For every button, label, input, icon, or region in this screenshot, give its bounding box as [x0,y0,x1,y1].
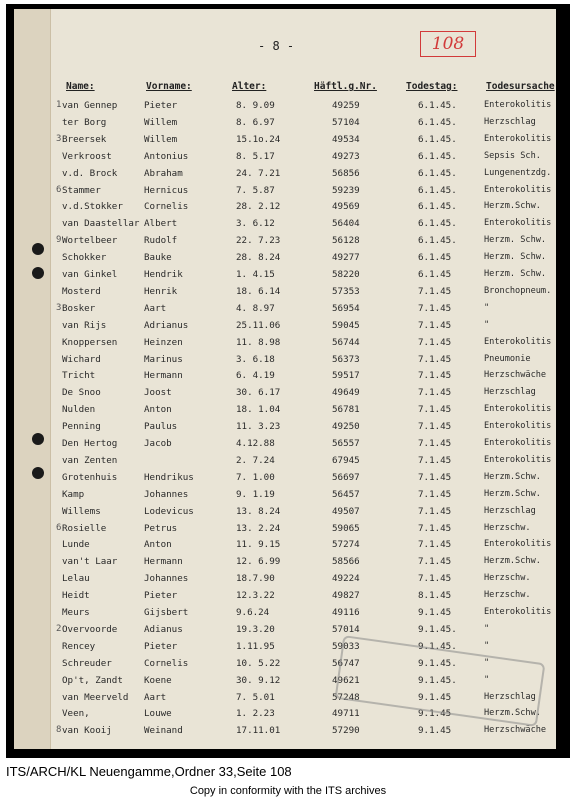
prisoner-number-cell: 57274 [332,539,360,551]
name-cell: Bosker [62,302,96,314]
birthdate-cell: 10. 5.22 [236,657,281,669]
table-row [14,570,556,587]
vorname-cell: Adrianus [144,319,189,331]
cause-of-death-cell: Herzm. Schw. [484,252,547,263]
cause-of-death-cell: " [484,640,490,651]
table-row [14,503,556,520]
cause-of-death-cell: Herzm. Schw. [484,235,547,246]
birthdate-cell: 30. 6.17 [236,387,281,399]
death-date-cell: 9.1.45. [418,640,457,652]
table-row [14,621,556,638]
birthdate-cell: 7. 5.87 [236,184,275,196]
birthdate-cell: 13. 2.24 [236,522,281,534]
table-row [14,401,556,418]
prisoner-number-cell: 59065 [332,522,360,534]
row-mark: 2 [56,623,62,634]
header-haeftling-nr: Häftl.g.Nr. [314,81,377,92]
name-cell: Overvoorde [62,623,118,635]
vorname-cell: Hermann [144,370,183,382]
birthdate-cell: 22. 7.23 [236,235,281,247]
name-cell: van Kooij [62,725,112,737]
prisoner-number-cell: 57353 [332,285,360,297]
header-todestag: Todestag: [406,81,458,92]
table-row [14,232,556,249]
vorname-cell: Pieter [144,640,178,652]
vorname-cell: Willem [144,133,178,145]
name-cell: van Zenten [62,454,118,466]
birthdate-cell: 28. 2.12 [236,201,281,213]
name-cell: Rosielle [62,522,107,534]
row-mark: 9 [56,235,62,246]
death-date-cell: 9.1.45. [418,657,457,669]
birthdate-cell: 13. 8.24 [236,505,281,517]
vorname-cell: Willem [144,116,178,128]
name-cell: van Daastellar [62,218,140,230]
source-caption: ITS/ARCH/KL Neuengamme,Ordner 33,Seite 108 [6,764,292,779]
name-cell: Meurs [62,607,90,618]
death-date-cell: 7.1.45 [418,522,452,534]
header-todesursache: Todesursache [486,81,555,92]
prisoner-number-cell: 49259 [332,100,360,111]
copy-note: Copy in conformity with the ITS archives [189,785,387,797]
cause-of-death-cell: Enterokolitis [484,133,552,144]
table-row [14,604,556,621]
death-date-cell: 7.1.45 [418,302,452,314]
table-row [14,114,556,131]
birthdate-cell: 12.3.22 [236,590,275,602]
birthdate-cell: 8. 9.09 [236,100,275,111]
row-mark: 6 [56,522,62,533]
prisoner-number-cell: 49277 [332,252,360,264]
cause-of-death-cell: Lungenentzdg. [484,167,552,178]
prisoner-number-cell: 56856 [332,167,360,179]
death-date-cell: 6.1.45. [418,218,457,230]
prisoner-number-cell: 49250 [332,421,360,433]
prisoner-number-cell: 67945 [332,454,360,466]
death-date-cell: 6.1.45. [418,235,457,247]
prisoner-number-cell: 59033 [332,640,360,652]
cause-of-death-cell: " [484,319,490,330]
name-cell: Den Hertog [62,438,118,449]
death-date-cell: 7.1.45 [418,454,452,466]
name-cell: Penning [62,421,101,433]
row-mark: 8 [56,725,62,736]
vorname-cell: Aart [144,302,167,314]
death-date-cell: 9.1.45 [418,607,452,618]
death-date-cell: 7.1.45 [418,505,452,517]
prisoner-number-cell: 49711 [332,708,360,720]
prisoner-number-cell: 56697 [332,471,360,483]
birthdate-cell: 8. 6.97 [236,116,275,128]
death-date-cell: 9.1.45. [418,674,457,686]
name-cell: Lelau [62,573,90,585]
death-date-cell: 6.1.45. [418,133,457,145]
cause-of-death-cell: Enterokolitis [484,421,552,432]
death-date-cell: 7.1.45 [418,573,452,585]
vorname-cell: Heinzen [144,336,183,348]
cause-of-death-cell: Enterokolitis [484,100,552,110]
cause-of-death-cell: Herzschlag [484,691,536,702]
birthdate-cell: 11. 3.23 [236,421,281,433]
prisoner-number-cell: 49649 [332,387,360,399]
table-row [14,317,556,334]
prisoner-number-cell: 56557 [332,438,360,449]
name-cell: Rencey [62,640,96,652]
cause-of-death-cell: Enterokolitis [484,404,552,415]
name-cell: Wichard [62,353,101,365]
prisoner-number-cell: 49621 [332,674,360,686]
birthdate-cell: 28. 8.24 [236,252,281,264]
death-date-cell: 7.1.45 [418,336,452,348]
death-date-cell: 7.1.45 [418,556,452,568]
row-mark: 3 [56,302,62,313]
name-cell: Schokker [62,252,107,264]
cause-of-death-cell: Herzm.Schw. [484,471,541,482]
name-cell: van Rijs [62,319,107,331]
row-mark: 1 [56,100,62,110]
cause-of-death-cell: " [484,657,490,668]
birthdate-cell: 9. 1.19 [236,488,275,500]
death-date-cell: 9.1.45 [418,725,452,737]
name-cell: Grotenhuis [62,471,118,483]
vorname-cell: Abraham [144,167,183,179]
birthdate-cell: 2. 7.24 [236,454,275,466]
birthdate-cell: 1. 4.15 [236,269,275,280]
table-row [14,587,556,604]
vorname-cell: Weinand [144,725,183,737]
birthdate-cell: 4. 8.97 [236,302,275,314]
cause-of-death-cell: Herzschlag [484,116,536,127]
page-label: - 8 - [258,39,295,53]
table-row [14,722,556,739]
birthdate-cell: 24. 7.21 [236,167,281,179]
cause-of-death-cell: " [484,302,490,313]
table-row [14,520,556,537]
prisoner-number-cell: 56747 [332,657,360,669]
table-row [14,131,556,148]
vorname-cell: Albert [144,218,178,230]
death-date-cell: 6.1.45 [418,269,452,280]
vorname-cell: Aart [144,691,167,703]
death-date-cell: 7.1.45 [418,353,452,365]
name-cell: Op't, Zandt [62,674,123,686]
prisoner-number-cell: 56128 [332,235,360,247]
name-cell: Stammer [62,184,101,196]
death-date-cell: 7.1.45 [418,421,452,433]
table-row [14,198,556,215]
prisoner-number-cell: 56954 [332,302,360,314]
document-page [14,9,556,749]
table-row [14,486,556,503]
vorname-cell: Cornelis [144,201,189,213]
birthdate-cell: 9.6.24 [236,607,270,618]
death-date-cell: 7.1.45 [418,319,452,331]
cause-of-death-cell: Pneumonie [484,353,531,364]
cause-of-death-cell: Sepsis Sch. [484,150,541,161]
birthdate-cell: 18.7.90 [236,573,275,585]
prisoner-number-cell: 57104 [332,116,360,128]
table-row [14,384,556,401]
vorname-cell: Lodevicus [144,505,194,517]
name-cell: Wortelbeer [62,235,118,247]
name-cell: Breersek [62,133,107,145]
death-date-cell: 7.1.45 [418,387,452,399]
name-cell: van Meerveld [62,691,129,703]
name-cell: Heidt [62,590,90,602]
table-row [14,334,556,351]
death-date-cell: 7.1.45 [418,370,452,382]
vorname-cell: Adianus [144,623,183,635]
birthdate-cell: 4.12.88 [236,438,275,449]
cause-of-death-cell: Herzm. Schw. [484,269,547,279]
page-number-stamp: 108 [420,31,476,57]
vorname-cell: Henrik [144,285,178,297]
name-cell: Schreuder [62,657,112,669]
prisoner-number-cell: 49507 [332,505,360,517]
cause-of-death-cell: Herzschwäche [484,370,547,381]
death-date-cell: 6.1.45. [418,100,457,111]
death-date-cell: 6.1.45. [418,116,457,128]
table-row [14,165,556,182]
name-cell: v.d. Brock [62,167,118,179]
vorname-cell: Antonius [144,150,189,162]
prisoner-number-cell: 49273 [332,150,360,162]
cause-of-death-cell: Enterokolitis [484,218,552,229]
death-date-cell: 6.1.45. [418,167,457,179]
vorname-cell: Pieter [144,590,178,602]
birthdate-cell: 1. 2.23 [236,708,275,720]
prisoner-number-cell: 49534 [332,133,360,145]
death-date-cell: 8.1.45 [418,590,452,602]
birthdate-cell: 6. 4.19 [236,370,275,382]
cause-of-death-cell: Herzschlag [484,387,536,398]
vorname-cell: Hernicus [144,184,189,196]
table-row [14,553,556,570]
table-row [14,249,556,266]
birthdate-cell: 12. 6.99 [236,556,281,568]
vorname-cell: Hermann [144,556,183,568]
prisoner-number-cell: 59517 [332,370,360,382]
name-cell: van Ginkel [62,269,118,280]
death-date-cell: 9.1.45 [418,708,452,720]
cause-of-death-cell: Herzm.Schw. [484,488,541,499]
vorname-cell: Gijsbert [144,607,189,618]
table-row [14,182,556,199]
prisoner-number-cell: 56404 [332,218,360,230]
death-date-cell: 7.1.45 [418,539,452,551]
birthdate-cell: 7. 5.01 [236,691,275,703]
vorname-cell: Marinus [144,353,183,365]
vorname-cell: Johannes [144,573,189,585]
vorname-cell: Johannes [144,488,189,500]
row-mark: 6 [56,184,62,195]
table-row [14,469,556,486]
prisoner-number-cell: 57014 [332,623,360,635]
vorname-cell: Koene [144,674,172,686]
prisoner-number-cell: 49224 [332,573,360,585]
vorname-cell: Hendrikus [144,471,194,483]
cause-of-death-cell: Enterokolitis [484,454,552,465]
prisoner-number-cell: 56744 [332,336,360,348]
vorname-cell: Jacob [144,438,172,449]
vorname-cell: Cornelis [144,657,189,669]
name-cell: v.d.Stokker [62,201,123,213]
cause-of-death-cell: Enterokolitis [484,184,552,195]
cause-of-death-cell: Bronchopneum. [484,285,552,296]
table-row [14,638,556,655]
cause-of-death-cell: Herzschw. [484,590,531,601]
cause-of-death-cell: Herzschlag [484,505,536,516]
table-row [14,418,556,435]
death-date-cell: 6.1.45. [418,184,457,196]
death-date-cell: 6.1.45. [418,150,457,162]
birthdate-cell: 7. 1.00 [236,471,275,483]
birthdate-cell: 8. 5.17 [236,150,275,162]
name-cell: Veen, [62,708,90,720]
prisoner-number-cell: 56373 [332,353,360,365]
vorname-cell: Joost [144,387,172,399]
table-row [14,148,556,165]
death-date-cell: 7.1.45 [418,285,452,297]
death-date-cell: 6.1.45 [418,252,452,264]
name-cell: Lunde [62,539,90,551]
birthdate-cell: 15.1o.24 [236,133,281,145]
birthdate-cell: 19.3.20 [236,623,275,635]
prisoner-number-cell: 49116 [332,607,360,618]
cause-of-death-cell: Enterokolitis [484,336,552,347]
table-row [14,97,556,114]
table-row [14,435,556,452]
cause-of-death-cell: Enterokolitis [484,539,552,550]
table-row [14,351,556,368]
birthdate-cell: 25.11.06 [236,319,281,331]
death-date-cell: 9.1.45. [418,623,457,635]
prisoner-number-cell: 57248 [332,691,360,703]
death-date-cell: 7.1.45 [418,488,452,500]
cause-of-death-cell: Enterokolitis [484,607,552,617]
vorname-cell: Hendrik [144,269,183,280]
death-date-cell: 6.1.45. [418,201,457,213]
death-date-cell: 7.1.45 [418,438,452,449]
name-cell: van't Laar [62,556,118,568]
cause-of-death-cell: " [484,674,490,685]
cause-of-death-cell: Herzm.Schw. [484,708,541,719]
table-row [14,536,556,553]
prisoner-number-cell: 56457 [332,488,360,500]
table-row [14,283,556,300]
name-cell: Tricht [62,370,96,382]
cause-of-death-cell: " [484,623,490,634]
birthdate-cell: 11. 9.15 [236,539,281,551]
death-date-cell: 7.1.45 [418,471,452,483]
cause-of-death-cell: Herzm.Schw. [484,201,541,212]
birthdate-cell: 3. 6.12 [236,218,275,230]
prisoner-number-cell: 49569 [332,201,360,213]
table-row [14,367,556,384]
death-date-cell: 7.1.45 [418,404,452,416]
birthdate-cell: 30. 9.12 [236,674,281,686]
table-row [14,452,556,469]
vorname-cell: Petrus [144,522,178,534]
death-date-cell: 9.1.45 [418,691,452,703]
birthdate-cell: 3. 6.18 [236,353,275,365]
vorname-cell: Bauke [144,252,172,264]
prisoner-number-cell: 59045 [332,319,360,331]
prisoner-number-cell: 57290 [332,725,360,737]
prisoner-number-cell: 58566 [332,556,360,568]
name-cell: De Snoo [62,387,101,399]
table-row [14,300,556,317]
name-cell: Nulden [62,404,96,416]
vorname-cell: Pieter [144,100,178,111]
name-cell: Willems [62,505,101,517]
vorname-cell: Anton [144,404,172,416]
name-cell: Verkroost [62,150,112,162]
prisoner-number-cell: 49827 [332,590,360,602]
birthdate-cell: 18. 1.04 [236,404,281,416]
cause-of-death-cell: Enterokolitis [484,438,552,448]
cause-of-death-cell: Herzschw. [484,573,531,584]
header-alter: Alter: [232,81,267,92]
row-mark: 3 [56,133,62,144]
prisoner-number-cell: 58220 [332,269,360,280]
name-cell: Mosterd [62,285,101,297]
vorname-cell: Rudolf [144,235,178,247]
birthdate-cell: 1.11.95 [236,640,275,652]
header-name: Name: [66,81,95,92]
table-row [14,266,556,283]
vorname-cell: Paulus [144,421,178,433]
name-cell: ter Borg [62,116,107,128]
name-cell: Knoppersen [62,336,118,348]
prisoner-number-cell: 59239 [332,184,360,196]
cause-of-death-cell: Herzschwäche [484,725,547,736]
vorname-cell: Louwe [144,708,172,720]
prisoner-number-cell: 56781 [332,404,360,416]
birthdate-cell: 11. 8.98 [236,336,281,348]
cause-of-death-cell: Herzm.Schw. [484,556,541,567]
header-vorname: Vorname: [146,81,192,92]
birthdate-cell: 18. 6.14 [236,285,281,297]
name-cell: Kamp [62,488,85,500]
vorname-cell: Anton [144,539,172,551]
cause-of-death-cell: Herzschw. [484,522,531,533]
name-cell: van Gennep [62,100,118,111]
birthdate-cell: 17.11.01 [236,725,281,737]
table-row [14,215,556,232]
